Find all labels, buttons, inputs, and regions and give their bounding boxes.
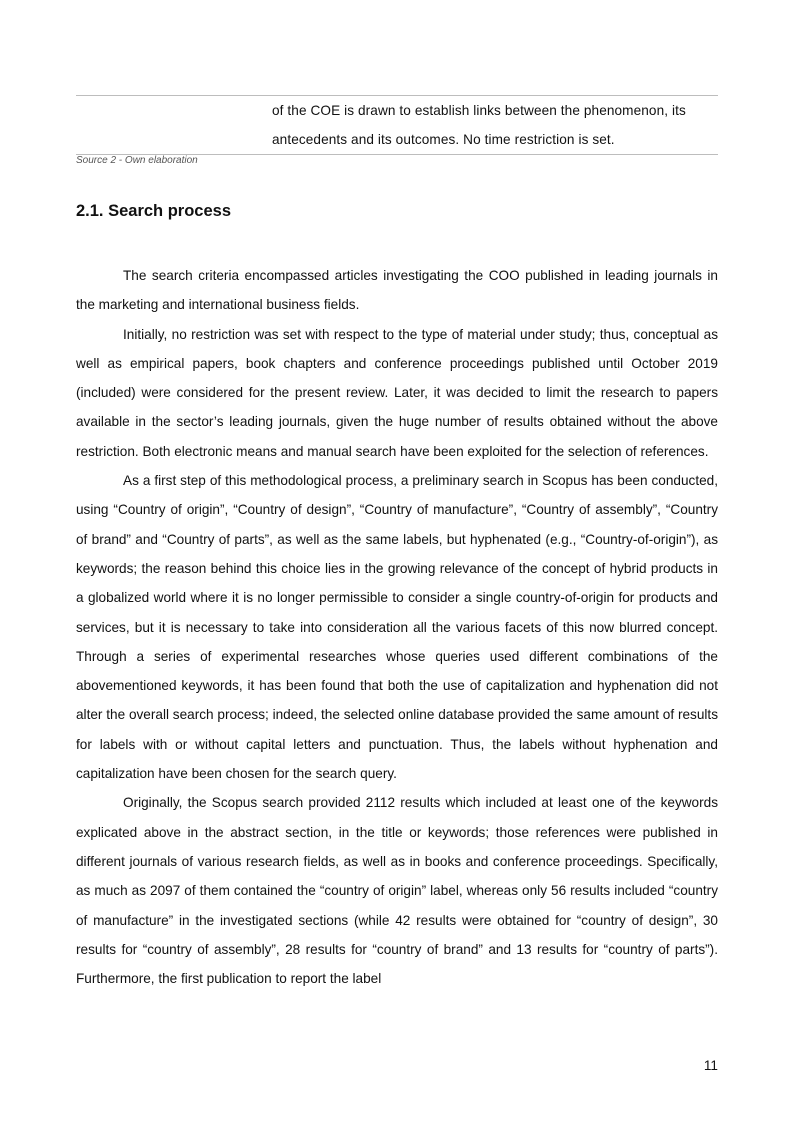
section-heading: 2.1. Search process [76, 202, 232, 220]
body-text [76, 261, 718, 993]
paragraph: As a first step of this methodological process, a preliminary search in Scopus has been conducted, using “Country of origin”, “Country of design”, “Country of manufacture”, “Country of assembly”, “Country of brand” and “Country of parts”, as well as the same labels, but hyphenated (e.g., “Country-of-origin”), as keywords; the reason behind this choice lies in the growing relevance of the concept of hybrid products in a globalized world where it is no longer permissible to consider a single country-of-origin for products and services, but it is necessary to take into consideration all the various facets of this now blurred concept. Through a series of experimental researches whose queries used different combinations of the abovementioned keywords, it has been found that both the use of capitalization and hyphenation did not alter the overall search process; indeed, the selected online database provided the same amount of results for labels with or without capital letters and punctuation. Thus, the labels without hyphenation and capitalization have been chosen for the search query. [76, 473, 718, 782]
table-fragment [76, 95, 718, 155]
page-number: 11 [703, 1058, 718, 1073]
table-line: antecedents and its outcomes. No time restriction is set. [272, 132, 615, 147]
table-line: of the COE is drawn to establish links between the phenomenon, its [272, 103, 686, 118]
paragraph: Initially, no restriction was set with respect to the type of material under study; thus, conceptual as well as empirical papers, book chapters and conference proceedings published until October 2019 (included) were considered for the present review. Later, it was decided to limit the research to papers available in the sector’s leading journals, given the huge number of results obtained without the above restriction. Both electronic means and manual search have been exploited for the selection of references. [76, 326, 718, 459]
source-caption: Source 2 - Own elaboration [76, 155, 198, 166]
paragraph: Originally, the Scopus search provided 2112 results which included at least one of the keywords explicated above in the abstract section, in the title or keywords; those references were published in different journals of various research fields, as well as in books and conference proceedings. Specifically, as much as 2097 of them contained the “country of origin” label, whereas only 56 results included “country of manufacture” in the investigated sections (while 42 results were obtained for “country of design”, 30 results for “country of assembly”, 28 results for “country of brand” and 13 results for “country of parts”). Furthermore, the first publication to report the label [76, 795, 718, 987]
table-cell-text [272, 96, 718, 154]
paragraph: The search criteria encompassed articles investigating the COO published in leading journals in the marketing and international business fields. [76, 268, 718, 313]
